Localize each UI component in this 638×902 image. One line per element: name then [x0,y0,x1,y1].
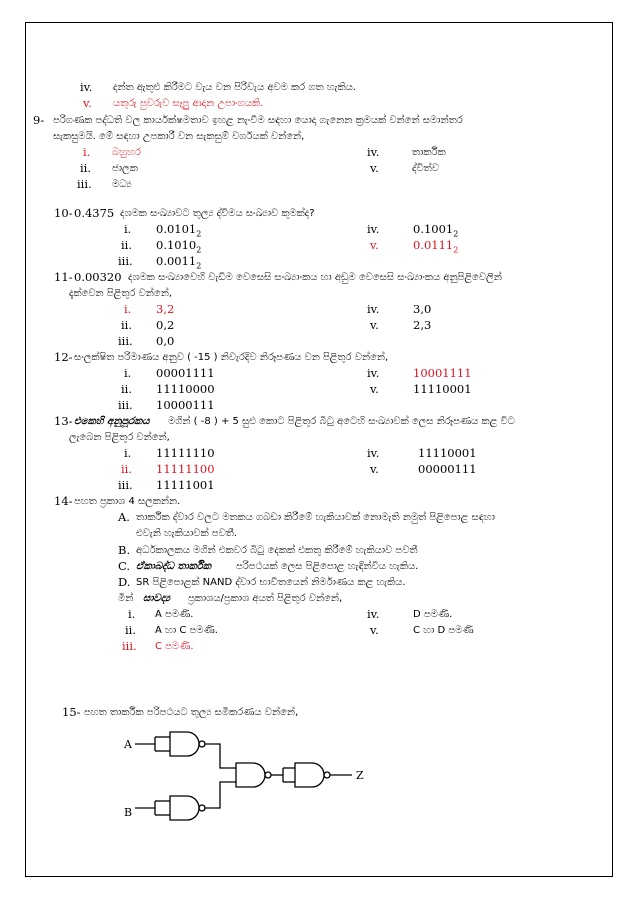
q14-stmt-a-label: A. [118,510,130,524]
q9-opt-i-text: බහුහර [112,147,141,158]
q12-stem: සංලක්ෂිත පරිමාණය අනුව ( -15 ) නිවැරදිව නිරූපණය වන පිළිතුර වන්නේ, [74,352,389,363]
q11-opt-ii-num: ii. [121,318,133,332]
wire-g2-g3 [205,782,236,808]
q14-opt-iv-num: iv. [367,607,380,621]
q14-stmt-b-label: B. [118,543,131,557]
q13-opt-ii-num: ii. [121,462,133,476]
q10-opt-v-num: v. [370,238,379,252]
q13-opt-v-text: 00000111 [418,462,477,476]
q10-opt-i-value: $0.0101_2$ [156,222,202,239]
q14-stmt-c-label: C. [118,559,131,573]
q13-opt-i-text: 11111110 [156,446,215,460]
q10-opt-i-num: i. [124,222,132,236]
q13-stem-line2: ලැබෙන පිළිතුර වන්නේ, [69,432,170,443]
q8-opt-v-text: යතුරු පුවරුව සෑපුු ආදාන උපාංගයකි. [113,98,264,109]
q12-opt-v-text: 11110001 [413,382,472,396]
q14-opt-i-text: A පමණි. [155,609,194,620]
q12-opt-iv-num: iv. [367,366,380,380]
q10-opt-iii-value: $0.0011_2$ [156,254,202,271]
output-z-label: Z [356,769,364,782]
q9-opt-ii-text: ජාලක [112,163,138,174]
q9-stem-line1: පරිගණක පද්ධති වල කාර්යක්ෂමතාව ඉහළ නැංවීම සඳහා යොදා ගැනෙන ක්‍රමයක් වන්නේ සමාන්තර [53,115,463,126]
q12-opt-iv-text: 10001111 [413,366,472,380]
nand-gate-3-bubble [265,772,271,778]
q15-stem: පහත තාර්කික පරිපථයට තුල්‍ය සමීකරණය වන්නේ, [84,707,299,718]
nand-gate-2-bubble [199,805,205,811]
q14-number: 14- [54,494,73,508]
q14-prompt-pre: මින් [118,593,134,604]
q11-opt-ii-text: 0,2 [156,318,175,332]
q14-prompt-post: ප්‍රකාශය/ප්‍රකාශ අයත් පිළිතුර වන්නේ, [188,593,343,604]
q11-opt-iv-text: 3,0 [413,302,432,316]
q11-value: 0.00320 [74,270,122,284]
q8-opt-iv-num: iv. [80,80,93,94]
q14-opt-iv-text: D පමණි. [413,609,453,620]
q12-opt-iii-text: 10000111 [156,398,215,412]
nand-gate-2 [170,796,199,820]
q12-opt-i-num: i. [124,366,132,380]
q12-opt-i-text: 00001111 [156,366,215,380]
q9-opt-iii-text: මධ්‍ය [112,179,132,190]
q12-opt-iii-num: iii. [118,398,133,412]
q8-opt-iv-text: දන්ත ඇතුළු කිරීමට වැය වන පිරිවැය අවම කර ගත හැකිය. [113,82,356,93]
q9-opt-i-num: i. [83,145,91,159]
q10-value: 0.4375 [74,206,115,220]
q11-opt-v-text: 2,3 [413,318,432,332]
input-b-label: B [124,806,133,819]
q14-opt-v-text: C හා D පමණි [413,625,474,636]
q14-stmt-c-bold: ඒකාබද්ධ තාර්කික [136,561,212,572]
q14-opt-v-num: v. [370,623,379,637]
nand-gate-4 [295,763,324,787]
q12-number: 12- [54,350,73,364]
q13-opt-iii-num: iii. [118,478,133,492]
q13-opt-iv-num: iv. [367,446,380,460]
nand-gate-3 [236,763,265,787]
q14-stmt-d-label: D. [118,575,131,589]
q14-opt-ii-num: ii. [125,623,137,637]
q9-opt-iv-num: iv. [367,145,380,159]
q9-opt-ii-num: ii. [80,161,92,175]
q11-stem-line2: දැක්වෙන පිළිතුර වන්නේ, [69,288,173,299]
q8-opt-v-num: v. [83,96,92,110]
q14-stmt-c-text: පරිපථයක් ලෙස පිළිපොළ හැඳින්විය හැකිය. [236,561,419,572]
q12-opt-ii-num: ii. [121,382,133,396]
input-a-label: A [124,738,132,751]
q15-number: 15- [62,705,81,719]
q10-number: 10- [54,206,73,220]
q14-opt-ii-text: A හා C පමණි. [155,625,218,636]
q10-opt-v-value: $0.0111_2$ [413,238,459,255]
q11-opt-v-num: v. [370,318,379,332]
wire-g1-g3 [205,744,236,768]
q11-stem-line1: දශමක සංඛ්‍යාවෙහි වැඩිම වෙසෙසි සංඛ්‍යාංකය හා අඩුම වෙසෙසි සංඛ්‍යාංකය අනුපිළිවෙලින් [128,272,502,283]
q11-opt-i-num: i. [124,302,132,316]
q10-opt-iv-value: $0.1001_2$ [413,222,459,239]
q14-stmt-a-line1: තාර්කික ද්වාර වලට මතකය ගබඩා කිරීමේ හැකියාවක් නොමැති නමුත් පිළිපොළ සඳහා [136,512,495,523]
q11-opt-i-text: 3,2 [156,302,175,316]
q10-opt-iii-num: iii. [118,254,133,268]
q11-opt-iii-num: iii. [118,334,133,348]
q14-opt-i-num: i. [128,607,136,621]
q13-stem-line1: මගින් ( -8 ) + 5 සුළු කොට පිළිතුර බිටු අටෙහි සංඛ්‍යාවක් ලෙස නිරූපණය කළ විට [168,416,515,427]
nand-gate-1-bubble [199,741,205,747]
q11-opt-iv-num: iv. [367,302,380,316]
q9-opt-v-num: v. [370,161,379,175]
q14-stmt-b-text: අර්ධකාලකය මගින් එකවර බිටු දෙකක් එකතු කිරීමේ හැකියාව පවතී [136,545,418,556]
q14-opt-iii-num: iii. [122,639,137,653]
q9-number: 9- [33,113,45,127]
q12-opt-ii-text: 11110000 [156,382,215,396]
q14-prompt-bold: සාවද්‍ය [143,593,171,604]
q9-opt-iii-num: iii. [77,177,92,191]
q13-opt-ii-text: 11111100 [156,462,215,476]
logic-circuit-diagram [115,725,375,835]
q13-opt-v-num: v. [370,462,379,476]
q10-stem: දශමක සංඛ්‍යාවට තුල්‍ය ද්විමය සංඛ්‍යාව කුමක්ද? [120,208,315,219]
q13-opt-iv-text: 11110001 [418,446,477,460]
q14-stmt-d-text: SR පිළිපොළක් NAND ද්වාර භාවිතයෙන් නිර්මාණය කළ හැකිය. [136,577,406,588]
q11-number: 11- [54,270,73,284]
q13-number: 13- [54,414,73,428]
q13-opt-iii-text: 11111001 [156,478,215,492]
q13-stem-bold: එකෙහි අනුපූරකය [74,416,150,427]
q10-opt-ii-value: $0.1010_2$ [156,238,202,255]
q12-opt-v-num: v. [370,382,379,396]
q11-opt-iii-text: 0,0 [156,334,175,348]
q9-opt-iv-text: තාර්කික [412,147,446,158]
q10-opt-iv-num: iv. [367,222,380,236]
q9-opt-v-text: ද්විත්ව [412,163,439,174]
nand-gate-1 [170,732,199,756]
q14-opt-iii-text: C පමණි. [155,641,194,652]
q9-stem-line2: සැකසුමයි. මේ සඳහා උපකාරී වන සැකසුම් වර්ගයක් වන්නේ, [53,131,305,142]
q13-opt-i-num: i. [124,446,132,460]
q14-stmt-a-line2: එවැනි හැකියාවක් පවතී. [136,528,238,539]
q14-stem: පහත ප්‍රකාශ 4 සලකන්න. [74,496,181,507]
q10-opt-ii-num: ii. [121,238,133,252]
nand-gate-4-bubble [324,772,330,778]
